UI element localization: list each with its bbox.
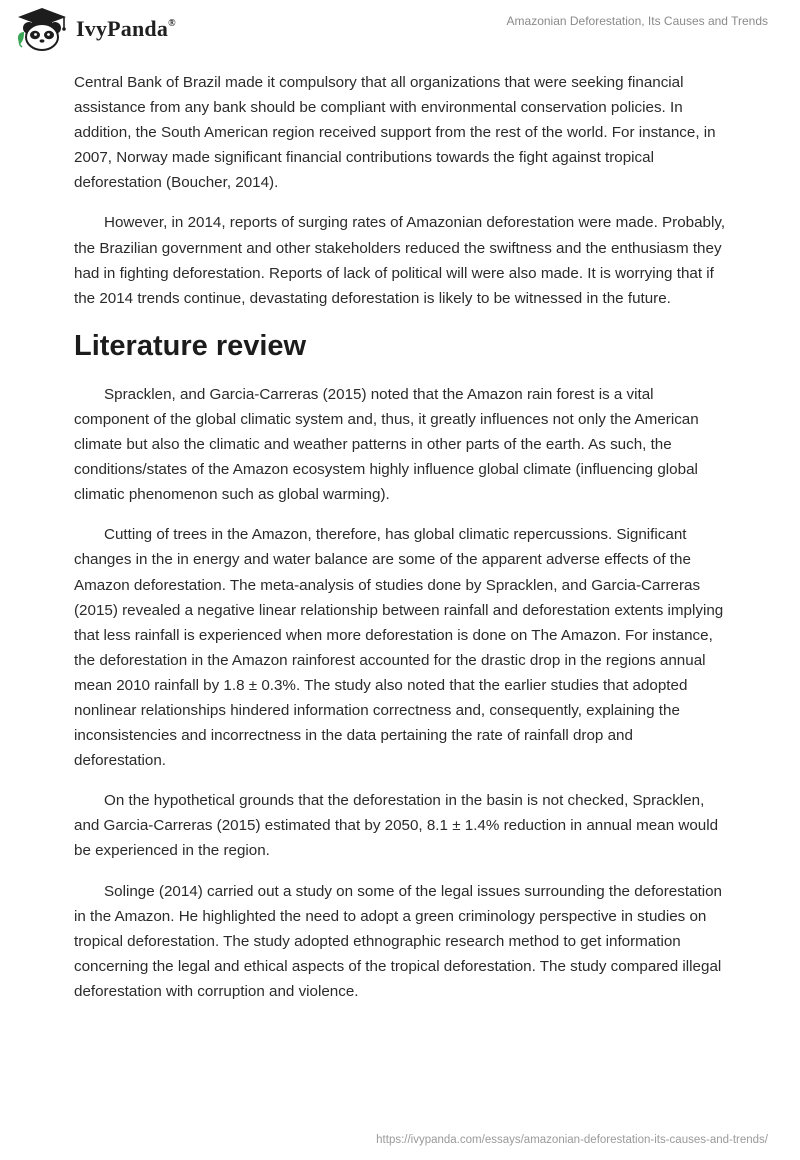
paragraph: Spracklen, and Garcia-Carreras (2015) noted that the Amazon rain forest is a vital component of the global climatic system and, thus, it greatly influences not only the American climate but also the climatic and weather patterns in other parts of the earth. As such, the conditions/states of the Amazon ecosystem highly influence global climate (influencing global climatic phenomenon such as global warming). xyxy=(74,385,699,504)
paragraph: Central Bank of Brazil made it compulsory that all organizations that were seeking financial assistance from any bank should be compliant with environmental conservation policies. In addition, the South American region received support from the rest of the world. For instance, in 2007, Norway made significant financial contributions towards the fight against tropical deforestation (Boucher, 2014). xyxy=(74,74,716,192)
brand-logo[interactable] xyxy=(14,6,176,52)
page-header xyxy=(0,0,800,66)
panda-graduate-icon xyxy=(14,6,70,52)
essay-body xyxy=(74,70,726,1019)
paragraph: Solinge (2014) carried out a study on some of the legal issues surrounding the deforestation in the Amazon. He highlighted the need to adopt a green criminology perspective in studies on tropical deforestation. The study adopted ethnographic research method to get information concerning the legal and ethical aspects of the tropical deforestation. The study compared illegal deforestation with corruption and violence. xyxy=(74,882,723,1000)
brand-name: IvyPanda® xyxy=(76,16,176,41)
source-url[interactable]: https://ivypanda.com/essays/amazonian-deforestation-its-causes-and-trends/ xyxy=(376,1134,768,1146)
document-title: Amazonian Deforestation, Its Causes and Trends xyxy=(506,14,768,28)
paragraph: On the hypothetical grounds that the deforestation in the basin is not checked, Spracklen, and Garcia-Carreras (2015) estimated that by 2050, 8.1 ± 1.4% reduction in annual mean would be experienced in the region. xyxy=(74,792,719,860)
paragraph: Cutting of trees in the Amazon, therefore, has global climatic repercussions. Significant changes in the in energy and water balance are some of the apparent adverse effects of the Amazon deforestation. The meta-analysis of studies done by Spracklen, and Garcia-Carreras (2015) revealed a negative linear relationship between rainfall and deforestation extents implying that less rainfall is experienced when more deforestation is done on The Amazon. For instance, the deforestation in the Amazon rainforest accounted for the drastic drop in the regions annual mean 2010 rainfall by 1.8 ± 0.3%. The study also noted that the earlier studies that adopted nonlinear relationships hindered information correctness and, consequently, explaining the inconsistencies and incorrectness in the data pertaining the rate of rainfall drop and deforestation. xyxy=(74,526,724,770)
section-heading: Literature review xyxy=(74,329,307,362)
paragraph: However, in 2014, reports of surging rates of Amazonian deforestation were made. Probably, the Brazilian government and other stakeholders reduced the swiftness and the enthusiasm they had in fighting deforestation. Reports of lack of political will were also made. It is worrying that if the 2014 trends continue, devastating deforestation is likely to be witnessed in the future. xyxy=(74,214,726,307)
